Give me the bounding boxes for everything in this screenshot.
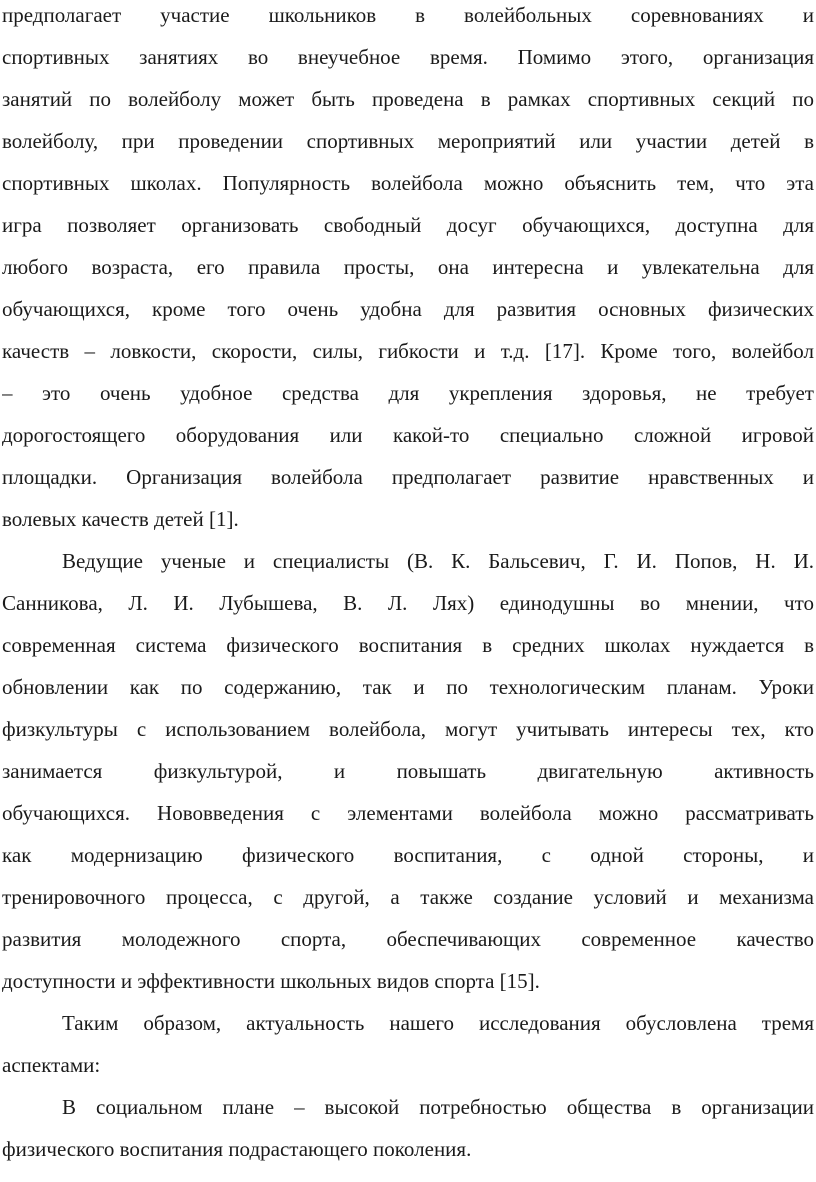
text-line: волевых качеств детей [1]. — [2, 507, 239, 531]
text-line: предполагает участие школьников в волейбольных соревнованиях и — [2, 3, 814, 27]
paragraph-first-line: Таким образом, актуальность нашего исследования обусловлена тремя — [62, 1011, 814, 1035]
text-line: доступности и эффективности школьных видов спорта [15]. — [2, 969, 540, 993]
text-line: игра позволяет организовать свободный досуг обучающихся, доступна для — [2, 213, 814, 237]
text-line: любого возраста, его правила просты, она интересна и увлекательна для — [2, 255, 814, 279]
paragraph-first-line: В социальном плане – высокой потребностью общества в организации — [62, 1095, 814, 1119]
text-line: тренировочного процесса, с другой, а также создание условий и механизма — [2, 885, 814, 909]
text-line: как модернизацию физического воспитания, с одной стороны, и — [2, 843, 814, 867]
text-line: спортивных школах. Популярность волейбола можно объяснить тем, что эта — [2, 171, 814, 195]
text-line: развития молодежного спорта, обеспечивающих современное качество — [2, 927, 814, 951]
text-line: дорогостоящего оборудования или какой-то специально сложной игровой — [2, 423, 814, 447]
paragraph-first-line: Ведущие ученые и специалисты (В. К. Бальсевич, Г. И. Попов, Н. И. — [62, 549, 814, 573]
text-line: – это очень удобное средства для укрепления здоровья, не требует — [2, 381, 814, 405]
text-line: волейболу, при проведении спортивных мероприятий или участии детей в — [2, 129, 814, 153]
text-line: Санникова, Л. И. Лубышева, В. Л. Лях) единодушны во мнении, что — [2, 591, 814, 615]
text-line: обновлении как по содержанию, так и по технологическим планам. Уроки — [2, 675, 814, 699]
text-line: обучающихся. Нововведения с элементами волейбола можно рассматривать — [2, 801, 814, 825]
text-line: занимается физкультурой, и повышать двигательную активность — [2, 759, 814, 783]
text-line: занятий по волейболу может быть проведена в рамках спортивных секций по — [2, 87, 814, 111]
text-line: площадки. Организация волейбола предполагает развитие нравственных и — [2, 465, 814, 489]
text-line: обучающихся, кроме того очень удобна для развития основных физических — [2, 297, 814, 321]
text-line: физкультуры с использованием волейбола, могут учитывать интересы тех, кто — [2, 717, 814, 741]
text-line: аспектами: — [2, 1053, 101, 1077]
text-line: современная система физического воспитания в средних школах нуждается в — [2, 633, 814, 657]
text-line: спортивных занятиях во внеучебное время. Помимо этого, организация — [2, 45, 814, 69]
text-line: качеств – ловкости, скорости, силы, гибкости и т.д. [17]. Кроме того, волейбол — [2, 339, 814, 363]
text-line: физического воспитания подрастающего поколения. — [2, 1137, 472, 1161]
